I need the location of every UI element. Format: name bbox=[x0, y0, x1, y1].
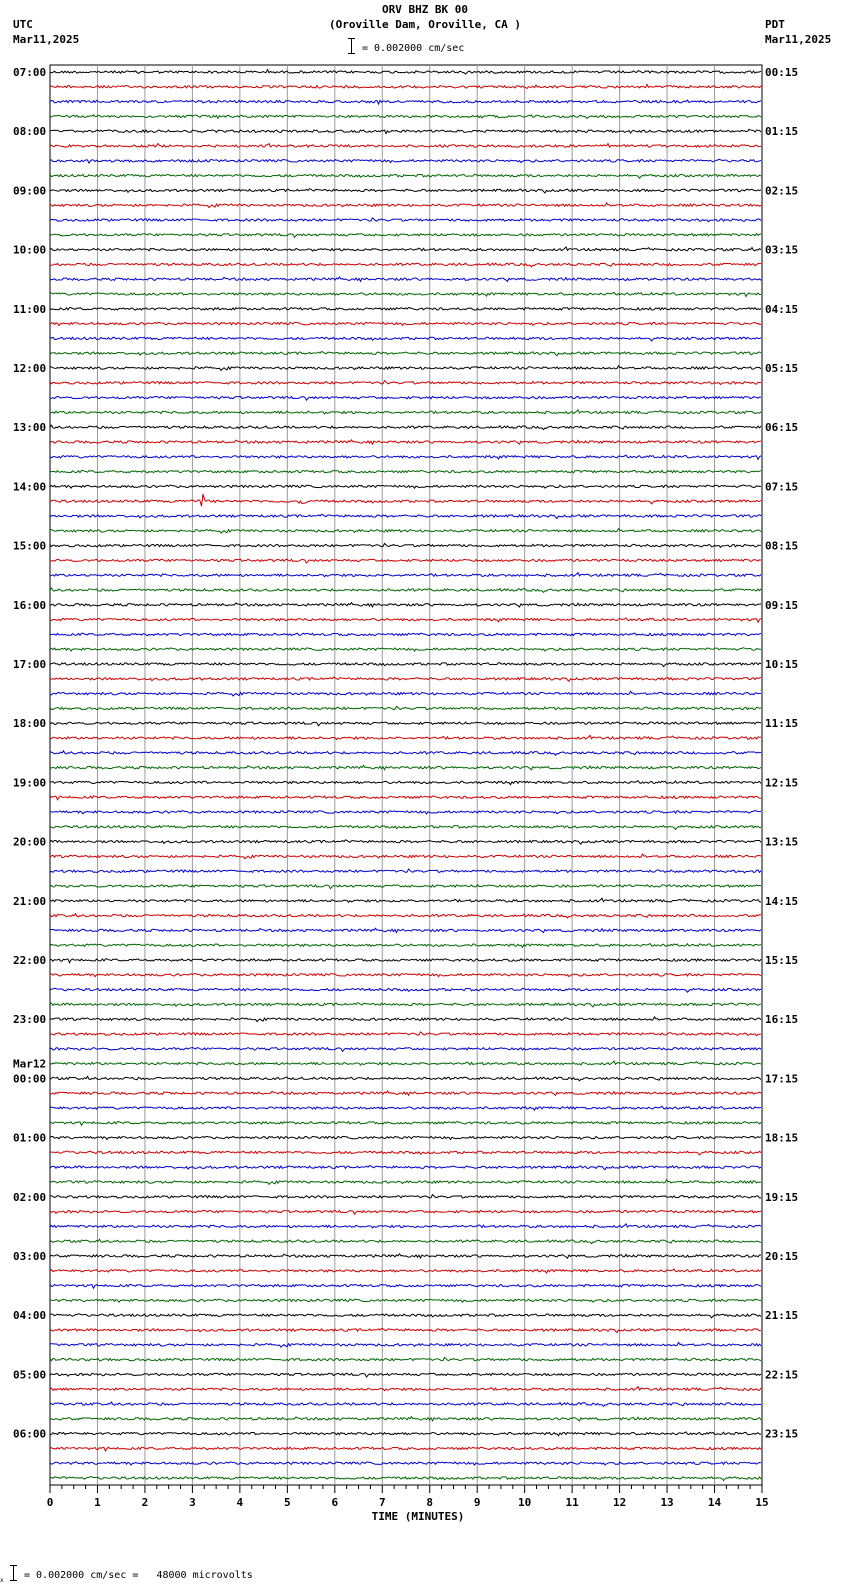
seismic-trace bbox=[50, 648, 761, 651]
seismic-trace bbox=[50, 1195, 761, 1198]
seismic-trace bbox=[50, 898, 761, 902]
seismic-trace bbox=[50, 144, 761, 148]
x-tick-label: 1 bbox=[94, 1496, 101, 1509]
seismic-trace bbox=[50, 396, 761, 400]
x-tick-label: 7 bbox=[378, 1496, 386, 1509]
right-hour-label: 11:15 bbox=[765, 717, 799, 731]
left-hour-label: 21:00 bbox=[13, 894, 47, 908]
seismic-trace bbox=[50, 1284, 761, 1288]
x-tick-label: 8 bbox=[426, 1496, 434, 1509]
x-tick-label: 6 bbox=[331, 1496, 339, 1509]
seismic-trace bbox=[50, 811, 761, 814]
seismic-trace bbox=[50, 1061, 761, 1065]
footer-scale-text: = 0.002000 cm/sec = 48000 microvolts bbox=[24, 1570, 253, 1581]
seismic-trace bbox=[50, 1342, 761, 1347]
seismic-trace bbox=[50, 100, 761, 104]
left-hour-label: 03:00 bbox=[13, 1250, 47, 1263]
seismic-trace bbox=[50, 410, 761, 414]
x-tick-label: 9 bbox=[473, 1496, 481, 1509]
left-hour-label: 13:00 bbox=[13, 421, 47, 435]
left-hour-label: 15:00 bbox=[13, 539, 47, 553]
seismic-trace bbox=[50, 1432, 761, 1436]
seismic-trace bbox=[50, 1017, 761, 1022]
seismic-trace bbox=[50, 573, 761, 577]
seismic-trace bbox=[50, 263, 761, 267]
seismic-trace bbox=[50, 292, 761, 296]
seismic-trace bbox=[50, 1122, 761, 1126]
right-hour-label: 02:15 bbox=[765, 184, 799, 198]
seismic-trace bbox=[50, 1151, 761, 1155]
right-hour-label: 05:15 bbox=[765, 362, 799, 375]
x-tick-label: 13 bbox=[660, 1496, 674, 1509]
left-hour-label: 14:00 bbox=[13, 480, 47, 494]
seismic-trace bbox=[50, 885, 761, 889]
seismic-trace bbox=[50, 115, 761, 119]
seismic-trace bbox=[50, 1373, 761, 1377]
seismic-trace bbox=[50, 1269, 761, 1273]
seismic-trace bbox=[50, 1417, 761, 1421]
seismic-trace bbox=[50, 514, 761, 518]
right-hour-label: 17:15 bbox=[765, 1072, 799, 1086]
left-hour-label: 05:00 bbox=[13, 1368, 47, 1382]
seismic-trace bbox=[50, 914, 761, 918]
seismic-trace bbox=[50, 174, 761, 178]
x-tick-label: 3 bbox=[189, 1496, 196, 1509]
seismic-trace bbox=[50, 1447, 761, 1451]
seismic-trace bbox=[50, 1076, 761, 1080]
right-hour-label: 06:15 bbox=[765, 421, 799, 435]
seismic-trace bbox=[50, 706, 761, 710]
scale-label: = 0.002000 cm/sec bbox=[362, 43, 465, 54]
seismic-trace bbox=[50, 189, 761, 193]
x-axis-label: TIME (MINUTES) bbox=[371, 1510, 465, 1523]
left-hour-label: 12:00 bbox=[13, 362, 47, 375]
seismic-trace bbox=[50, 1328, 761, 1332]
left-hour-label: 18:00 bbox=[13, 717, 47, 731]
right-hour-label: 07:15 bbox=[765, 480, 799, 494]
seismic-trace bbox=[50, 751, 761, 755]
right-hour-label: 14:15 bbox=[765, 894, 799, 908]
left-hour-label: 16:00 bbox=[13, 598, 47, 612]
seismic-trace bbox=[50, 1402, 761, 1406]
seismic-trace bbox=[50, 84, 761, 88]
right-hour-label: 23:15 bbox=[765, 1427, 799, 1441]
x-tick-label: 4 bbox=[236, 1496, 244, 1509]
seismic-trace bbox=[50, 543, 761, 547]
seismic-trace bbox=[50, 528, 761, 533]
right-hour-label: 16:15 bbox=[765, 1013, 799, 1027]
seismic-trace bbox=[50, 677, 761, 681]
seismic-trace bbox=[50, 1224, 761, 1228]
seismic-trace bbox=[50, 322, 761, 325]
seismic-trace bbox=[50, 603, 761, 607]
left-hour-label: 23:00 bbox=[13, 1013, 47, 1027]
seismic-trace bbox=[50, 247, 761, 251]
right-hour-label: 03:15 bbox=[765, 243, 799, 257]
left-hour-label: 02:00 bbox=[13, 1190, 47, 1204]
seismic-trace bbox=[50, 1166, 761, 1170]
seismic-trace bbox=[50, 1462, 761, 1465]
right-timezone: PDT bbox=[765, 18, 785, 31]
seismic-trace bbox=[50, 494, 761, 506]
seismic-trace bbox=[50, 1032, 761, 1036]
seismic-trace bbox=[50, 854, 761, 859]
seismic-trace bbox=[50, 959, 761, 963]
seismic-trace bbox=[50, 663, 761, 667]
left-timezone: UTC bbox=[13, 18, 33, 31]
seismic-trace bbox=[50, 1091, 761, 1095]
seismic-trace bbox=[50, 485, 761, 488]
time-axis bbox=[47, 1485, 769, 1509]
left-hour-label: 11:00 bbox=[13, 302, 47, 316]
seismic-trace bbox=[50, 796, 761, 800]
seismic-trace bbox=[50, 1254, 761, 1258]
left-hour-label: 07:00 bbox=[13, 66, 47, 79]
seismic-trace bbox=[50, 588, 761, 592]
seismic-trace bbox=[50, 337, 761, 341]
seismic-trace bbox=[50, 618, 761, 622]
seismic-trace bbox=[50, 840, 761, 844]
right-hour-label: 00:15 bbox=[765, 66, 799, 79]
trace-group bbox=[13, 66, 798, 1481]
right-date: Mar11,2025 bbox=[765, 33, 832, 46]
seismic-trace bbox=[50, 1314, 761, 1318]
right-hour-label: 20:15 bbox=[765, 1250, 799, 1263]
left-hour-label: 00:00 bbox=[13, 1072, 47, 1086]
station-title: ORV BHZ BK 00 bbox=[381, 3, 469, 16]
seismic-trace bbox=[50, 1239, 761, 1243]
seismic-trace bbox=[50, 366, 761, 371]
left-hour-label: 09:00 bbox=[13, 184, 47, 198]
seismic-trace bbox=[50, 1299, 761, 1302]
seismic-trace bbox=[50, 70, 761, 74]
x-tick-label: 12 bbox=[612, 1496, 627, 1509]
seismic-trace bbox=[50, 470, 761, 472]
right-hour-label: 15:15 bbox=[765, 954, 799, 967]
seismic-trace bbox=[50, 928, 761, 932]
x-tick-label: 15 bbox=[755, 1496, 769, 1509]
seismic-trace bbox=[50, 1357, 761, 1360]
left-hour-label: 17:00 bbox=[13, 658, 47, 671]
left-hour-label: 19:00 bbox=[13, 776, 47, 790]
left-hour-label: 01:00 bbox=[13, 1131, 47, 1145]
seismic-trace bbox=[50, 425, 761, 429]
x-tick-label: 10 bbox=[518, 1496, 532, 1509]
left-hour-label: 04:00 bbox=[13, 1309, 47, 1323]
left-date: Mar11,2025 bbox=[13, 33, 80, 46]
seismic-trace bbox=[50, 869, 761, 873]
seismic-trace bbox=[50, 277, 761, 281]
seismic-trace bbox=[50, 234, 761, 238]
seismic-trace bbox=[50, 1106, 761, 1110]
seismic-trace bbox=[50, 944, 761, 948]
seismic-trace bbox=[50, 308, 761, 310]
x-tick-label: 0 bbox=[46, 1496, 54, 1509]
station-location: (Oroville Dam, Oroville, CA ) bbox=[328, 18, 522, 31]
seismic-trace bbox=[50, 691, 761, 696]
date-change-label: Mar12 bbox=[13, 1057, 47, 1071]
left-hour-label: 08:00 bbox=[13, 125, 47, 139]
seismic-trace bbox=[50, 988, 761, 992]
right-hour-label: 01:15 bbox=[765, 125, 799, 139]
seismic-trace bbox=[50, 1387, 761, 1391]
seismic-trace bbox=[50, 129, 761, 133]
seismic-trace bbox=[50, 765, 761, 769]
seismic-trace bbox=[50, 633, 761, 635]
x-tick-label: 5 bbox=[284, 1496, 291, 1509]
seismic-trace bbox=[50, 781, 761, 785]
right-hour-label: 12:15 bbox=[765, 776, 799, 790]
seismic-trace bbox=[50, 1210, 761, 1214]
right-hour-label: 19:15 bbox=[765, 1190, 799, 1204]
right-hour-label: 04:15 bbox=[765, 302, 799, 316]
seismic-trace bbox=[50, 1003, 761, 1007]
seismic-trace bbox=[50, 440, 761, 444]
left-hour-label: 10:00 bbox=[13, 243, 47, 257]
left-hour-label: 22:00 bbox=[13, 954, 47, 967]
seismic-trace bbox=[50, 1477, 761, 1481]
footer-scale-bar-icon bbox=[10, 1565, 18, 1581]
left-hour-label: 20:00 bbox=[13, 835, 47, 849]
seismic-trace bbox=[50, 559, 761, 563]
seismic-trace bbox=[50, 1180, 761, 1185]
seismic-trace bbox=[50, 218, 761, 222]
right-hour-label: 13:15 bbox=[765, 835, 799, 849]
right-hour-label: 10:15 bbox=[765, 658, 799, 671]
seismic-trace bbox=[50, 826, 761, 830]
seismic-trace bbox=[50, 381, 761, 385]
seismic-trace bbox=[50, 159, 761, 163]
right-hour-label: 21:15 bbox=[765, 1309, 799, 1323]
seismic-trace bbox=[50, 1048, 761, 1052]
right-hour-label: 22:15 bbox=[765, 1368, 799, 1382]
seismic-trace bbox=[50, 203, 761, 208]
x-tick-label: 11 bbox=[565, 1496, 579, 1509]
seismic-trace bbox=[50, 974, 761, 977]
x-tick-label: 2 bbox=[141, 1496, 149, 1509]
left-hour-label: 06:00 bbox=[13, 1427, 47, 1441]
seismic-trace bbox=[50, 722, 761, 726]
seismic-trace bbox=[50, 352, 761, 356]
right-hour-label: 08:15 bbox=[765, 539, 799, 553]
footer-scale-prefix: x bbox=[0, 1577, 4, 1584]
x-tick-label: 14 bbox=[707, 1496, 722, 1509]
seismic-trace bbox=[50, 455, 761, 459]
right-hour-label: 18:15 bbox=[765, 1131, 799, 1145]
seismic-trace bbox=[50, 735, 761, 739]
right-hour-label: 09:15 bbox=[765, 598, 799, 612]
seismic-trace bbox=[50, 1136, 761, 1139]
